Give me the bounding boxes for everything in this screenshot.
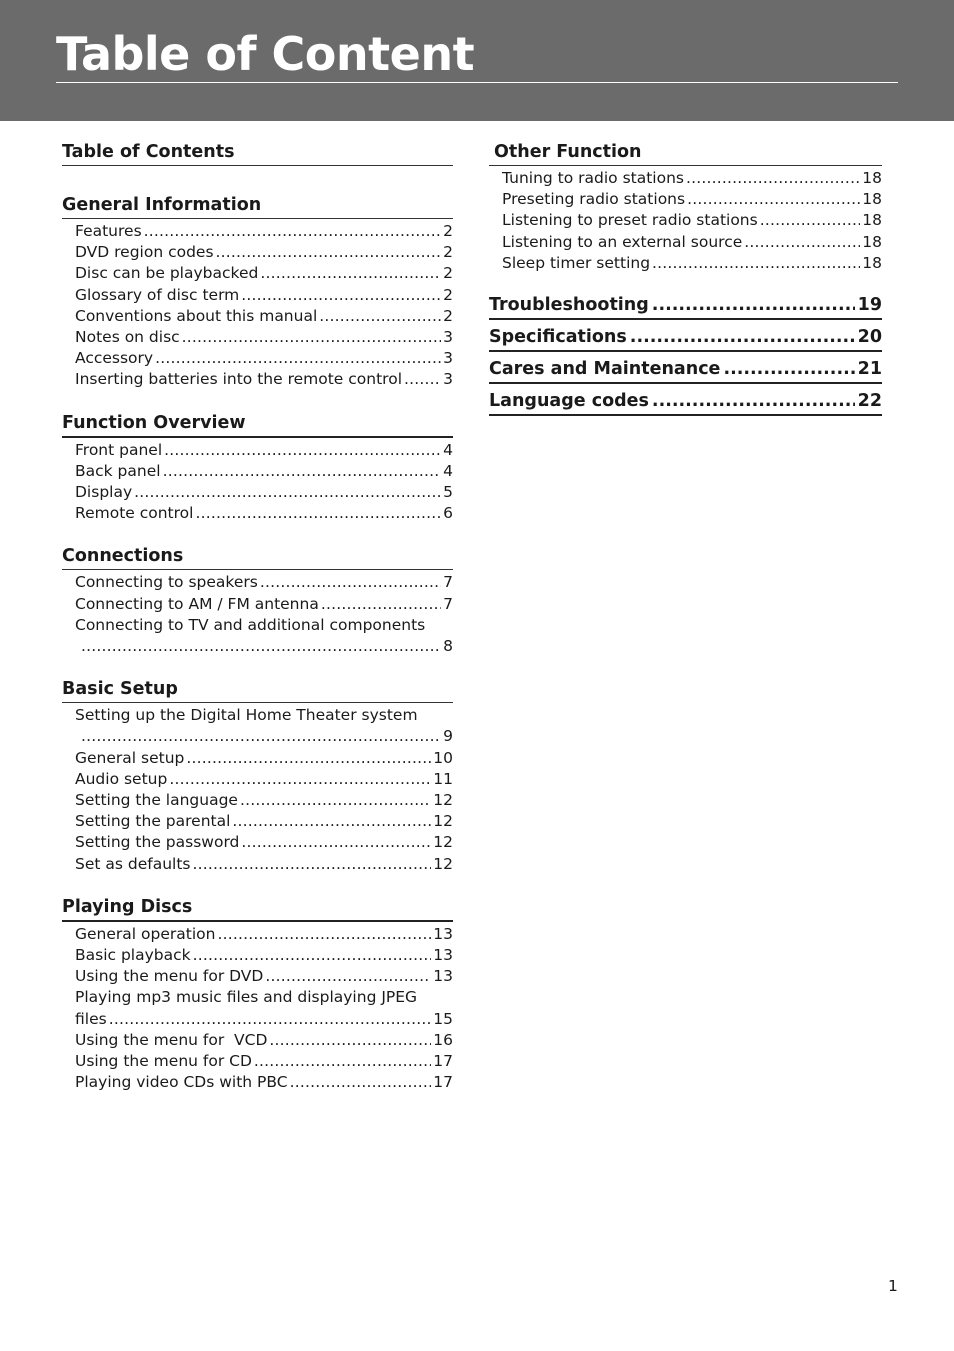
toc-entry[interactable]: General setup ..... 10 [75, 748, 453, 769]
toc-entry-label: Connecting to TV and additional components [75, 615, 426, 634]
toc-heading: Table of Contents [62, 140, 453, 166]
toc-major-entry-troubleshooting[interactable]: Troubleshooting ..... 19 [489, 292, 882, 320]
toc-entry[interactable]: Set as defaults ..... 12 [75, 854, 453, 875]
section-list-general-information [62, 221, 453, 391]
toc-entry[interactable]: Display ..... 5 [75, 482, 453, 503]
toc-entry[interactable]: Sleep timer setting ..... 18 [502, 253, 882, 274]
toc-entry[interactable]: Back panel ..... 4 [75, 461, 453, 482]
toc-entry[interactable]: Listening to preset radio stations ..... 18 [502, 210, 882, 231]
toc-entry[interactable]: Using the menu for DVD ..... 13 [75, 966, 453, 987]
toc-entry[interactable]: DVD region codes ..... 2 [75, 242, 453, 263]
section-list-other-function [489, 168, 882, 274]
toc-entry[interactable] [75, 615, 453, 657]
toc-entry-page: 8 [443, 637, 453, 656]
toc-entry-label-cont: files [75, 1009, 107, 1028]
section-heading-function-overview: Function Overview [62, 411, 453, 438]
toc-entry[interactable]: Audio setup ..... 11 [75, 769, 453, 790]
section-heading-general-information: General Information [62, 193, 453, 219]
page-number: 1 [888, 1277, 898, 1295]
toc-entry[interactable]: Setting the parental ..... 12 [75, 811, 453, 832]
section-heading-basic-setup: Basic Setup [62, 677, 453, 703]
toc-entry[interactable]: Playing video CDs with PBC ..... 17 [75, 1072, 453, 1093]
section-list-function-overview [62, 440, 453, 525]
toc-entry[interactable]: Setting the password ..... 12 [75, 832, 453, 853]
toc-major-entry-cares-maintenance[interactable]: Cares and Maintenance ..... 21 [489, 356, 882, 384]
section-list-playing-discs [62, 924, 453, 1094]
toc-entry[interactable]: Disc can be playbacked ..... 2 [75, 263, 453, 284]
toc-entry[interactable]: Using the menu for CD ..... 17 [75, 1051, 453, 1072]
toc-entry-label: Setting up the Digital Home Theater system [75, 706, 418, 725]
toc-entry[interactable]: General operation ..... 13 [75, 924, 453, 945]
toc-entry[interactable]: Remote control ..... 6 [75, 503, 453, 524]
toc-right-column [489, 140, 882, 420]
section-list-basic-setup [62, 705, 453, 875]
toc-entry[interactable]: Connecting to speakers ..... 7 [75, 572, 453, 593]
toc-entry[interactable]: Using the menu for VCD ..... 16 [75, 1030, 453, 1051]
section-list-connections [62, 572, 453, 657]
toc-entry[interactable]: Accessory ..... 3 [75, 348, 453, 369]
toc-entry[interactable]: Notes on disc ..... 3 [75, 327, 453, 348]
title-rule [56, 82, 898, 83]
section-heading-other-function: Other Function [489, 140, 882, 166]
toc-entry[interactable]: Tuning to radio stations ..... 18 [502, 168, 882, 189]
toc-entry[interactable]: Preseting radio stations ..... 18 [502, 189, 882, 210]
page-title: Table of Content [56, 27, 475, 81]
section-heading-connections: Connections [62, 544, 453, 570]
toc-entry[interactable]: Front panel ..... 4 [75, 440, 453, 461]
toc-entry[interactable]: Glossary of disc term ..... 2 [75, 285, 453, 306]
toc-entry-page: 9 [443, 727, 453, 746]
toc-entry[interactable]: Features ..... 2 [75, 221, 453, 242]
toc-entry-page: 15 [433, 1009, 453, 1028]
title-banner [0, 0, 954, 121]
section-heading-playing-discs: Playing Discs [62, 895, 453, 922]
toc-entry[interactable]: Conventions about this manual ..... 2 [75, 306, 453, 327]
toc-major-entry-specifications[interactable]: Specifications ..... 20 [489, 324, 882, 352]
toc-major-entry-language-codes[interactable]: Language codes ..... 22 [489, 388, 882, 416]
toc-entry[interactable] [75, 987, 453, 1029]
toc-entry[interactable]: Setting the language ..... 12 [75, 790, 453, 811]
toc-entry[interactable]: Listening to an external source ..... 18 [502, 232, 882, 253]
toc-entry[interactable]: Connecting to AM / FM antenna ..... 7 [75, 594, 453, 615]
toc-left-column [62, 140, 453, 1094]
toc-entry[interactable] [75, 705, 453, 747]
toc-entry-label: Playing mp3 music files and displaying JPEG [75, 988, 418, 1007]
toc-entry[interactable]: Inserting batteries into the remote control ..... 3 [75, 369, 453, 390]
toc-entry[interactable]: Basic playback ..... 13 [75, 945, 453, 966]
